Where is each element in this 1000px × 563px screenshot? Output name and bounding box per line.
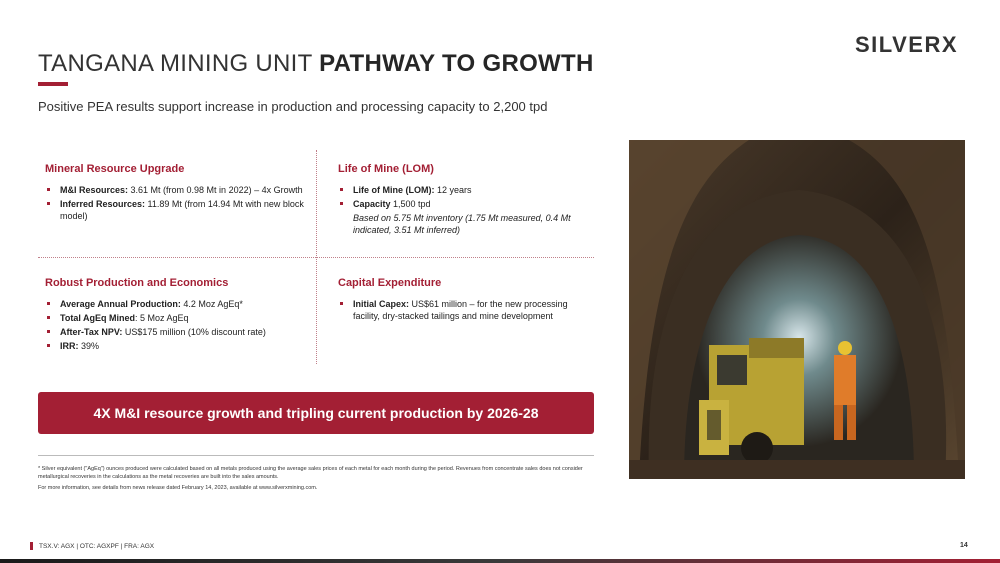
horizontal-divider [38, 257, 594, 258]
title-accent-bar [38, 82, 68, 86]
bullet-icon [47, 344, 50, 347]
tunnel-illustration [629, 140, 965, 479]
list-item [45, 184, 307, 196]
item-text: 12 years [434, 185, 472, 195]
page-title-bold: PATHWAY TO GROWTH [319, 50, 594, 77]
footer [30, 542, 154, 550]
item-label: Initial Capex: [353, 299, 410, 309]
page-title [38, 50, 594, 78]
panel-production-economics [45, 277, 307, 354]
bullet-icon [47, 188, 50, 191]
panel-heading: Robust Production and Economics [45, 277, 229, 289]
highlight-banner: 4X M&I resource growth and tripling current production by 2026-28 [38, 392, 594, 434]
list-item [45, 312, 307, 324]
list-item [338, 298, 588, 322]
panel-life-of-mine [338, 163, 588, 236]
item-label: After-Tax NPV: [60, 327, 123, 337]
list-item [338, 184, 588, 196]
list-item [45, 298, 307, 310]
logo-text: SILVERX [855, 32, 959, 57]
stock-tickers: TSX.V: AGX | OTC: AGXPF | FRA: AGX [39, 542, 155, 550]
page-number: 14 [960, 542, 968, 549]
item-label: Capacity [353, 199, 391, 209]
item-text: US$175 million (10% discount rate) [122, 327, 266, 337]
panel-heading: Mineral Resource Upgrade [45, 163, 185, 175]
list-item [45, 198, 307, 222]
item-label: Total AgEq Mined [60, 313, 135, 323]
bottom-bar [0, 559, 1000, 563]
item-label: Average Annual Production: [60, 299, 181, 309]
item-label: Life of Mine (LOM): [353, 185, 435, 195]
item-text: : 5 Moz AgEq [135, 313, 189, 323]
bullet-list [338, 298, 588, 322]
item-text: 4.2 Moz AgEq* [180, 299, 243, 309]
footer-mark [30, 542, 33, 550]
mine-tunnel-photo [629, 140, 965, 479]
item-text: 3.61 Mt (from 0.98 Mt in 2022) – 4x Growth [128, 185, 303, 195]
footnote-divider [38, 455, 594, 456]
list-item [45, 326, 307, 338]
item-text: 1,500 tpd [390, 199, 431, 209]
item-label: M&I Resources: [60, 185, 129, 195]
list-item [45, 340, 307, 352]
bullet-list [338, 184, 588, 210]
panel-mineral-resource [45, 163, 307, 224]
bullet-icon [47, 202, 50, 205]
bullet-icon [47, 316, 50, 319]
item-text: 11.89 Mt (from 14.94 Mt with new block model) [60, 199, 304, 221]
page-title-light: TANGANA MINING UNIT [38, 50, 320, 77]
bullet-icon [340, 202, 343, 205]
page-subtitle: Positive PEA results support increase in production and processing capacity to 2,200 tpd [38, 99, 548, 114]
item-label: Inferred Resources: [60, 199, 146, 209]
panel-heading: Capital Expenditure [338, 277, 442, 289]
item-text: 39% [78, 341, 100, 351]
footnote-news-release: For more information, see details from news release dated February 14, 2023, available at www.silverxmining.com. [38, 485, 318, 491]
bullet-icon [340, 302, 343, 305]
list-item [338, 198, 588, 210]
bullet-icon [340, 188, 343, 191]
silverx-logo [855, 30, 973, 60]
bullet-list [45, 184, 307, 222]
panel-heading: Life of Mine (LOM) [338, 163, 434, 175]
item-label: IRR: [60, 341, 79, 351]
footnotes [38, 465, 598, 495]
item-text: US$61 million – for the new processing facility, dry-stacked tailings and mine development [353, 299, 568, 321]
inventory-note: Based on 5.75 Mt inventory (1.75 Mt measured, 0.4 Mt indicated, 3.51 Mt inferred) [353, 213, 571, 235]
bullet-list [45, 298, 307, 352]
footnote-ageq: * Silver equivalent ("AgEq") ounces produced were calculated based on all metals produced using the average sales prices of each metal for each month during the period. Revenues from concentrate sales does not consider metallurgical recoveries in the calculations as the metal recoveries are built into the sales amounts. [38, 466, 583, 480]
bullet-icon [47, 302, 50, 305]
bullet-icon [47, 330, 50, 333]
panel-capital-expenditure [338, 277, 588, 324]
